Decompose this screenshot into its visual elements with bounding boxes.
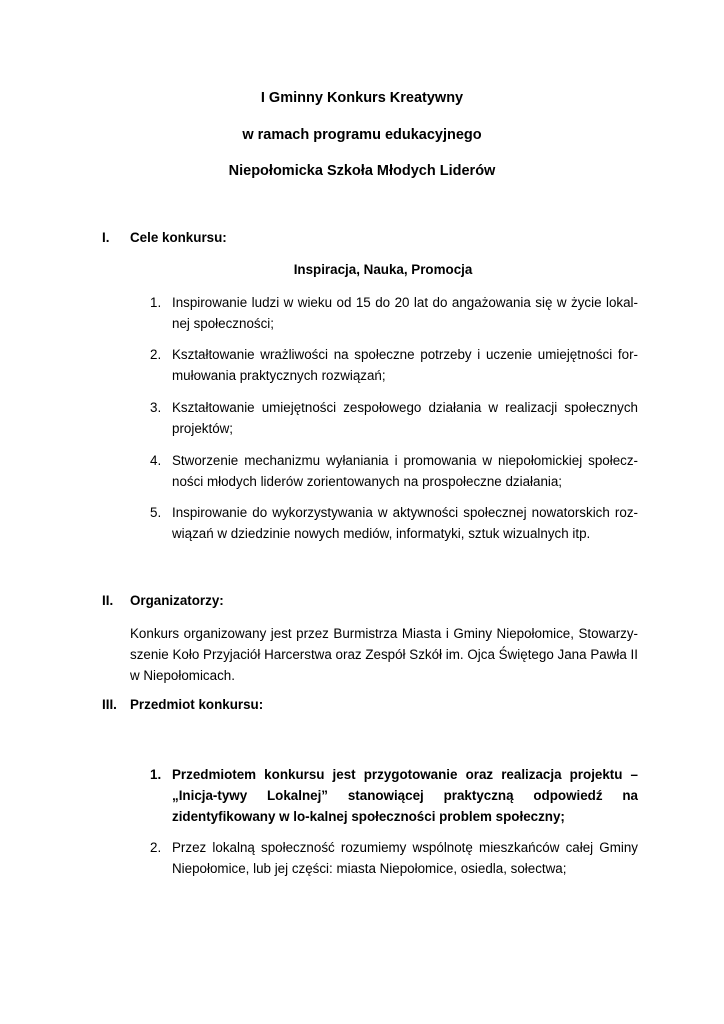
document-title: I Gminny Konkurs Kreatywny	[260, 90, 464, 106]
subject-item-2	[150, 837, 638, 879]
goal-item-number: 5.	[150, 505, 162, 520]
section-3-number: III.	[102, 697, 117, 712]
goal-item-text: Inspirowanie do wykorzystywania w aktywności społecznej nowatorskich roz-wiązań w dziedzinie nowych mediów, informatyki, sztuk wizualnych itp.	[172, 505, 638, 541]
section-1-number: I.	[102, 230, 110, 245]
goal-item-number: 1.	[150, 295, 162, 310]
goal-item-5	[150, 502, 638, 544]
section-1-motto: Inspiracja, Nauka, Promocja	[293, 262, 473, 277]
section-1-title: Cele konkursu:	[130, 230, 227, 245]
subject-item-text: Przedmiotem konkursu jest przygotowanie oraz realizacja projektu – „Inicja-tywy Lokalnej” stanowiącej praktyczną odpowiedź na zidentyfikowany w lo-kalnej społeczności problem społeczny;	[172, 767, 638, 824]
goal-item-1	[150, 292, 638, 334]
goal-item-text: Stworzenie mechanizmu wyłaniania i promowania w niepołomickiej społecz-ności młodych liderów zorientowanych na prospołeczne działania;	[172, 453, 638, 489]
section-3-title: Przedmiot konkursu:	[130, 697, 264, 712]
subject-item-text: Przez lokalną społeczność rozumiemy wspólnotę mieszkańców całej Gminy Niepołomice, lub jej części: miasta Niepołomice, osiedla, sołectwa;	[172, 840, 638, 876]
goal-item-text: Inspirowanie ludzi w wieku od 15 do 20 lat do angażowania się w życie lokal-nej społeczności;	[172, 295, 638, 331]
goal-item-number: 2.	[150, 347, 162, 362]
goal-item-text: Kształtowanie umiejętności zespołowego działania w realizacji społecznych projektów;	[172, 400, 638, 436]
subject-item-1	[150, 764, 638, 827]
goal-item-3	[150, 397, 638, 439]
subject-item-number: 2.	[150, 840, 162, 855]
goal-item-2	[150, 344, 638, 386]
goal-item-4	[150, 450, 638, 492]
program-name: Niepołomicka Szkoła Młodych Liderów	[228, 163, 496, 179]
section-2-number: II.	[102, 593, 114, 608]
goal-item-text: Kształtowanie wrażliwości na społeczne potrzeby i uczenie umiejętności for-mułowania praktycznych rozwiązań;	[172, 347, 638, 383]
subject-item-number: 1.	[150, 767, 162, 782]
organizers-paragraph: Konkurs organizowany jest przez Burmistrza Miasta i Gminy Niepołomice, Stowarzy-szenie Koło Przyjaciół Harcerstwa oraz Zespół Szkół im. Ojca Świętego Jana Pawła II w Niepołomicach.	[130, 626, 638, 683]
goal-item-number: 4.	[150, 453, 162, 468]
section-2-title: Organizatorzy:	[130, 593, 224, 608]
goal-item-number: 3.	[150, 400, 162, 415]
document-subtitle: w ramach programu edukacyjnego	[242, 127, 482, 143]
